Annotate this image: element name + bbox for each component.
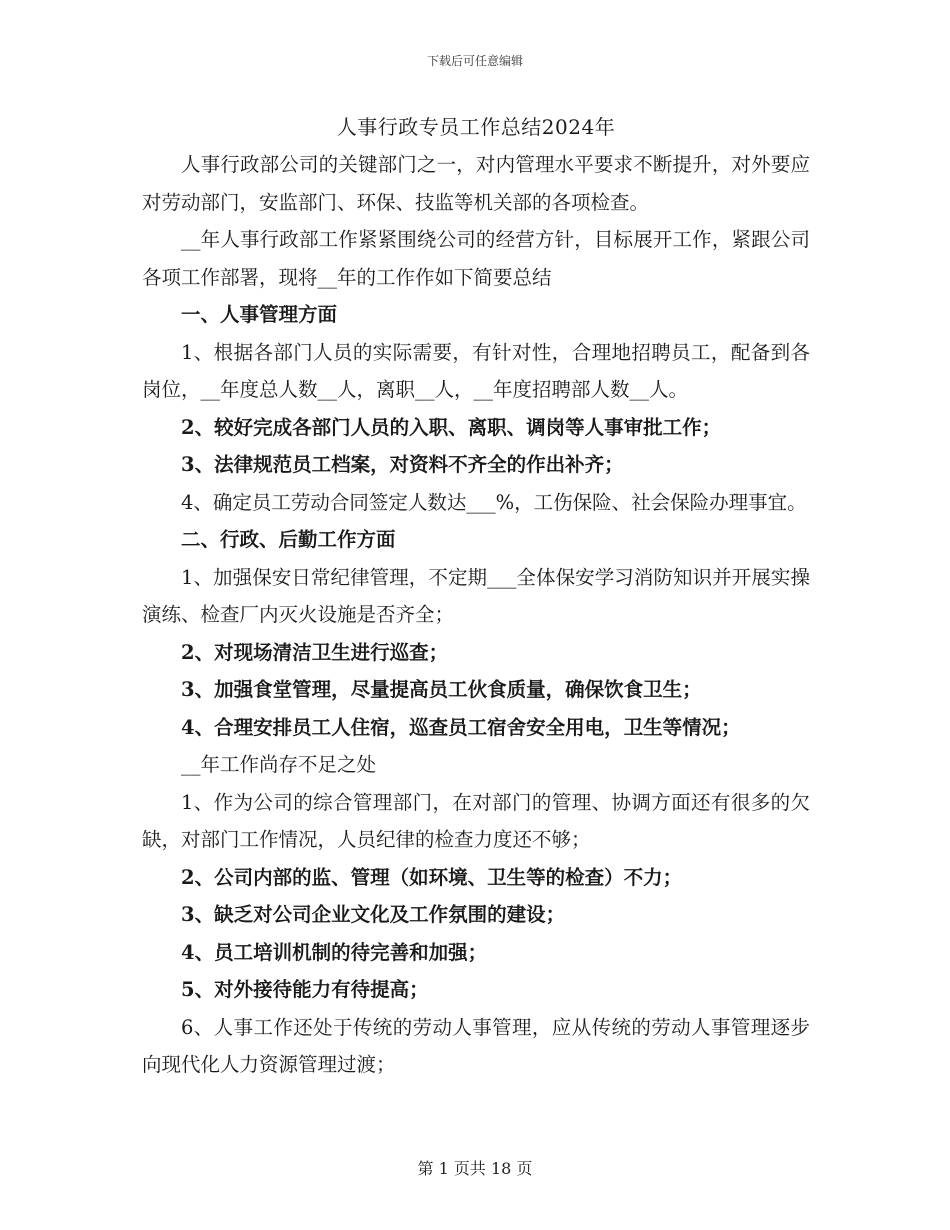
paragraph: 人事行政部公司的关键部门之一，对内管理水平要求不断提升，对外要应对劳动部门，安监部门、环保、技监等机关部的各项检查。	[142, 153, 810, 214]
paragraph: __年工作尚存不足之处	[181, 753, 377, 776]
paragraph: 4、确定员工劳动合同签定人数达___%，工伤保险、社会保险办理事宜。	[181, 490, 807, 514]
list-item: 3、加强食堂管理，尽量提高员工伙食质量，确保饮食卫生；	[181, 678, 702, 701]
list-item: 5、对外接待能力有待提高；	[181, 978, 429, 1001]
paragraph: __年人事行政部工作紧紧围绕公司的经营方针，目标展开工作，紧跟公司各项工作部署，现将__年的工作作如下简要总结	[142, 228, 810, 289]
list-item: 4、员工培训机制的待完善和加强；	[181, 940, 488, 964]
document-body	[142, 108, 810, 1084]
paragraph: 1、根据各部门人员的实际需要，有针对性，合理地招聘员工，配备到各岗位，__年度总人数__人，离职__人，__年度招聘部人数__人。	[142, 340, 810, 401]
document-title: 人事行政专员工作总结2024年	[336, 115, 616, 139]
list-item: 3、缺乏对公司企业文化及工作氛围的建设；	[181, 903, 566, 926]
section-heading: 二、行政、后勤工作方面	[181, 528, 396, 551]
page-number: 第 1 页共 18 页	[417, 1159, 533, 1178]
list-item: 4、合理安排员工人住宿，巡查员工宿舍安全用电，卫生等情况；	[181, 715, 741, 739]
list-item: 2、对现场清洁卫生进行巡查；	[181, 640, 449, 664]
paragraph: 1、作为公司的综合管理部门，在对部门的管理、协调方面还有很多的欠缺，对部门工作情况，人员纪律的检查力度还不够；	[142, 790, 810, 851]
page-header-note: 下载后可任意编辑	[426, 54, 523, 68]
paragraph: 1、加强保安日常纪律管理，不定期___全体保安学习消防知识并开展实操演练、检查厂内灭火设施是否齐全；	[142, 565, 810, 626]
list-item: 2、较好完成各部门人员的入职、离职、调岗等人事审批工作；	[181, 415, 722, 439]
list-item: 2、公司内部的监、管理（如环境、卫生等的检查）不力；	[181, 865, 683, 889]
list-item: 3、法律规范员工档案，对资料不齐全的作出补齐；	[181, 453, 624, 476]
paragraph: 6、人事工作还处于传统的劳动人事管理，应从传统的劳动人事管理逐步向现代化人力资源管理过渡；	[142, 1015, 810, 1076]
section-heading: 一、人事管理方面	[181, 303, 338, 326]
